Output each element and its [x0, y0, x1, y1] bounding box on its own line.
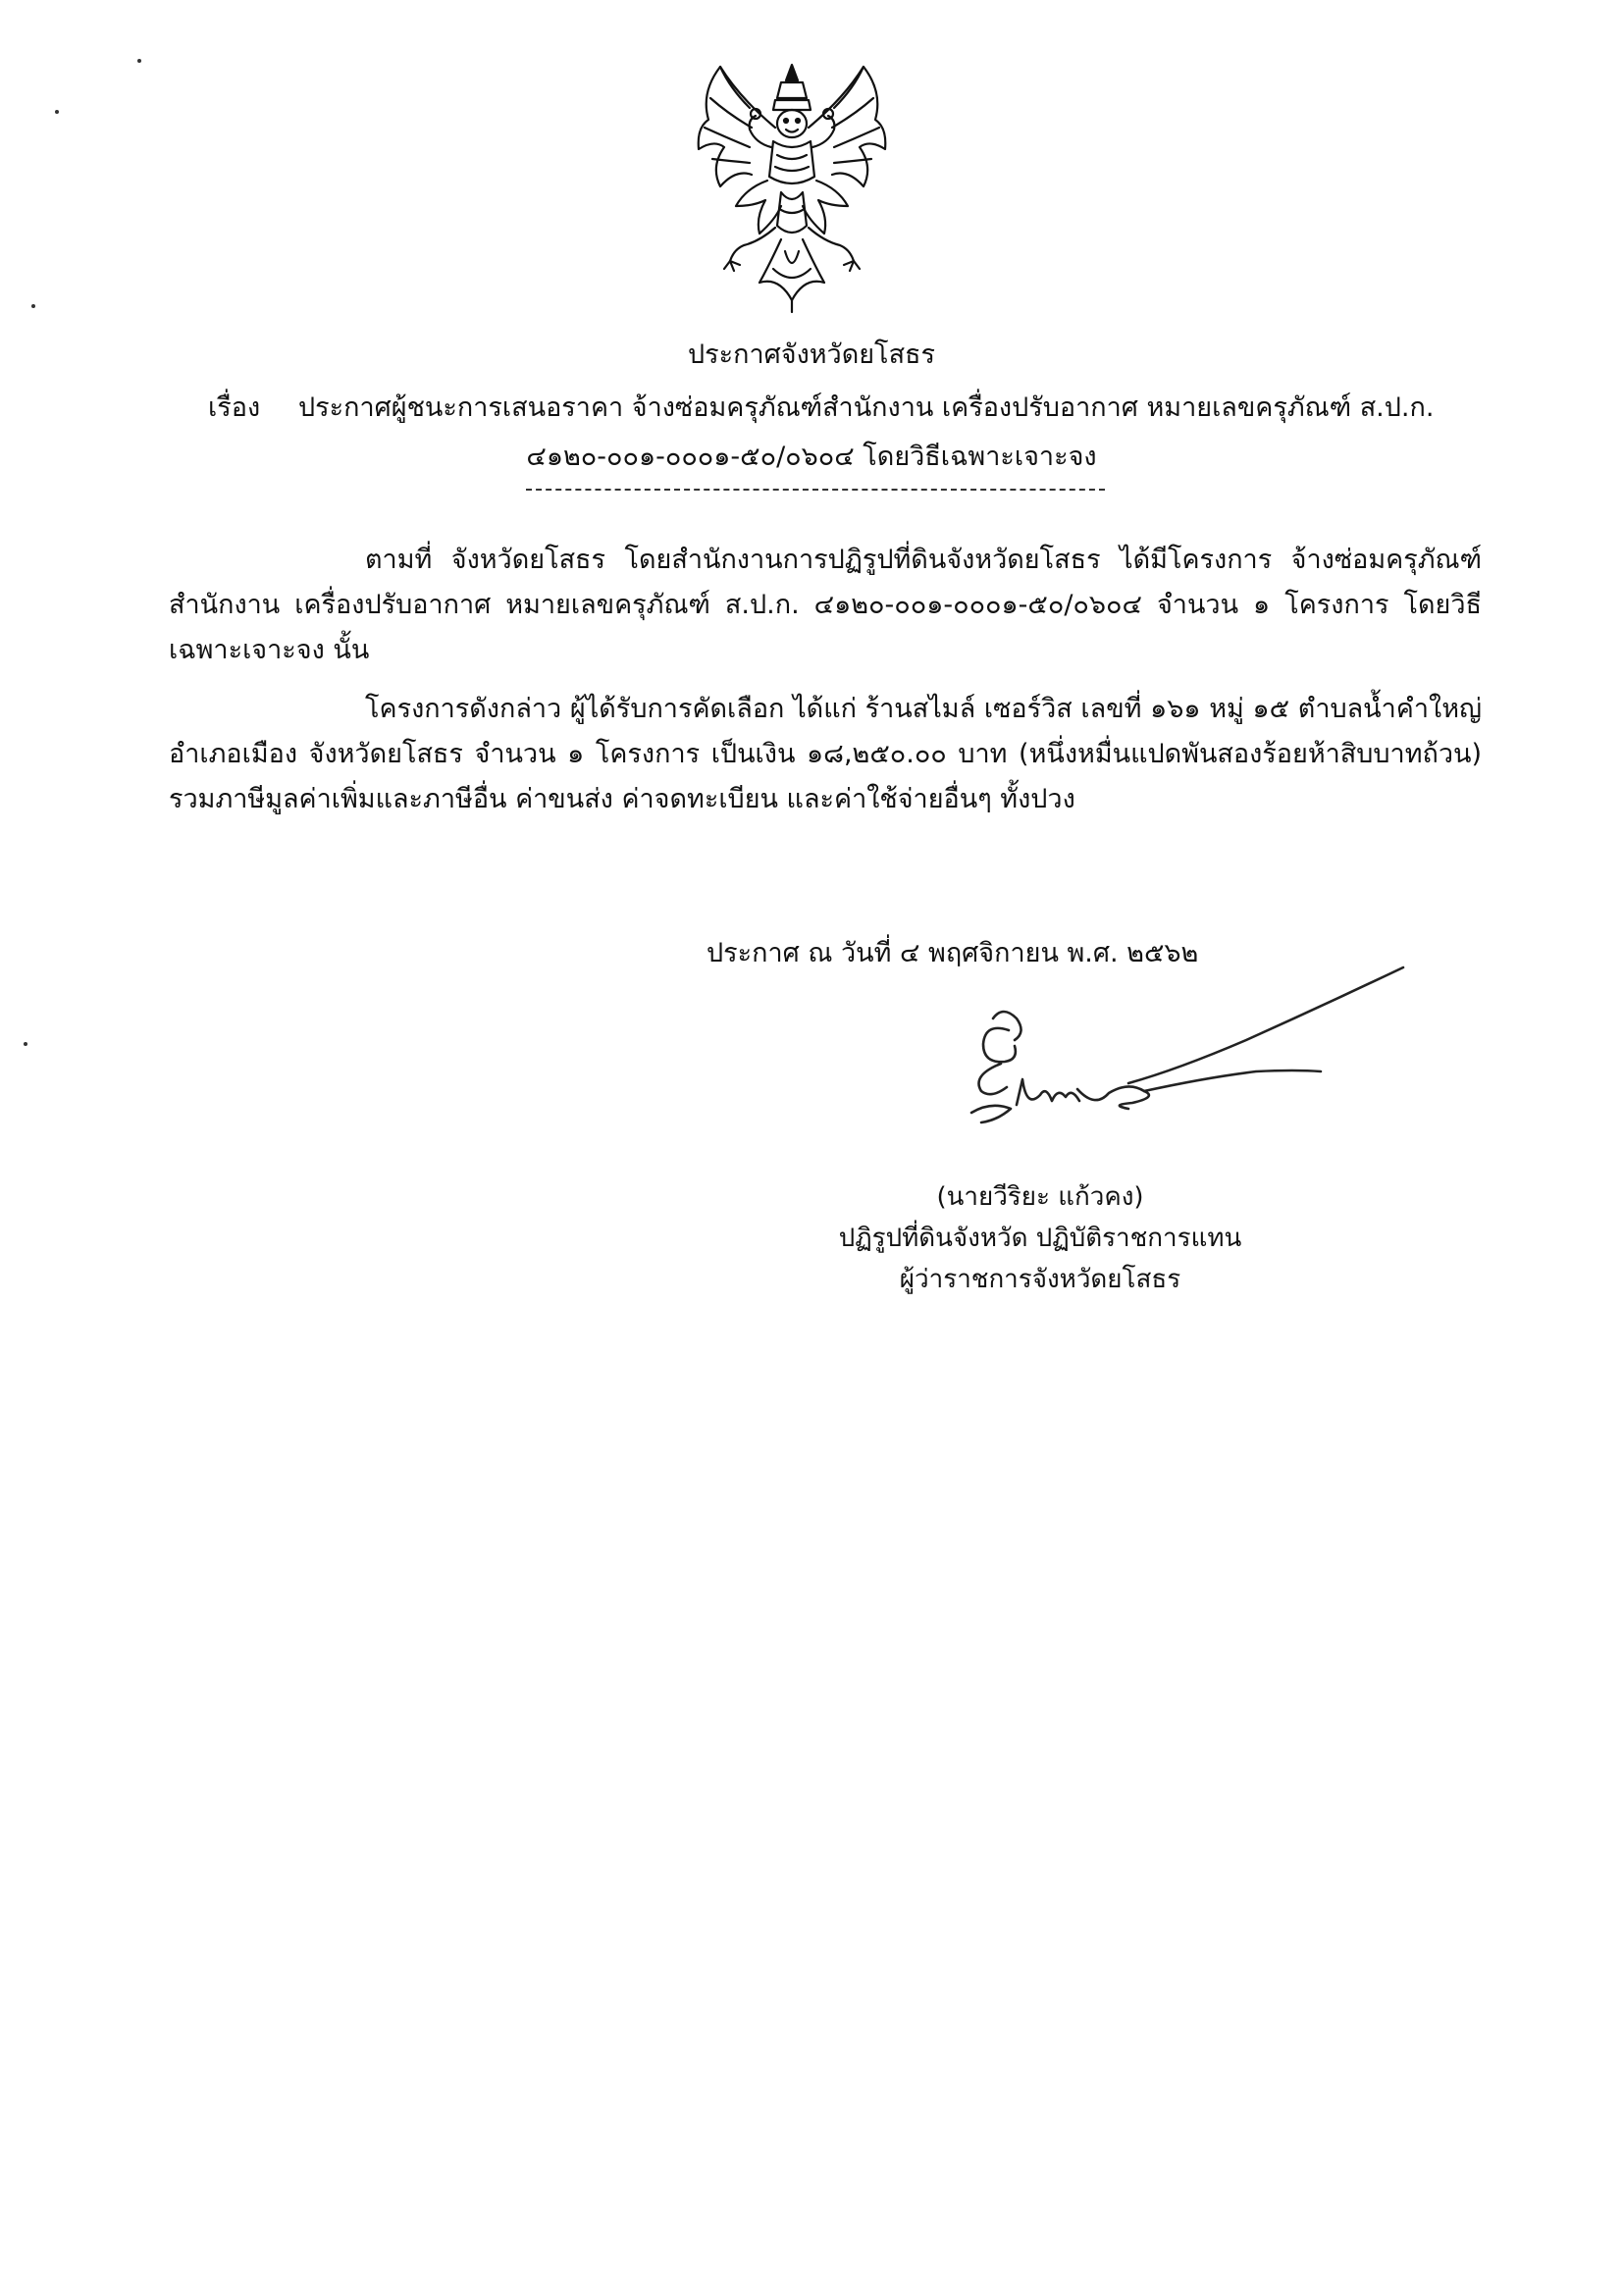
body-paragraph-1: [169, 538, 1482, 673]
paragraph-2-text: โครงการดังกล่าว ผู้ได้รับการคัดเลือก ได้แก่ ร้านสไมล์ เซอร์วิส เลขที่ ๑๖๑ หมู่ ๑๕ ตำบลน้ำคำใหญ่ อำเภอเมือง จังหวัดยโสธร จำนวน ๑ โครงการ เป็นเงิน ๑๘,๒๕๐.๐๐ บาท (หนึ่งหมื่นแปดพันสองร้อยห้าสิบบาทถ้วน) รวมภาษีมูลค่าเพิ่มและภาษีอื่น ค่าขนส่ง ค่าจดทะเบียน และค่าใช้จ่ายอื่นๆ ทั้งปวง: [169, 694, 1482, 814]
scan-speck: [55, 110, 59, 114]
scan-speck: [31, 304, 35, 308]
announcement-date: ประกาศ ณ วันที่ ๔ พฤศจิกายน พ.ศ. ๒๕๖๒: [707, 938, 1199, 968]
signer-name: (นายวีริยะ แก้วคง): [936, 1182, 1144, 1212]
document-subject: [208, 385, 1474, 432]
dashed-divider: [526, 489, 1105, 491]
garuda-emblem-icon: [691, 59, 893, 316]
subject-line-2: ๔๑๒๐-๐๐๑-๐๐๐๑-๕๐/๐๖๐๔ โดยวิธีเฉพาะเจาะจง: [526, 442, 1097, 472]
body-paragraph-2: [169, 687, 1482, 822]
scan-speck: [137, 59, 141, 63]
document-title: ประกาศจังหวัดยโสธร: [687, 339, 936, 370]
paragraph-1-text: ตามที่ จังหวัดยโสธร โดยสำนักงานการปฏิรูปที่ดินจังหวัดยโสธร ได้มีโครงการ จ้างซ่อมครุภัณฑ์สำนักงาน เครื่องปรับอากาศ หมายเลขครุภัณฑ์ ส.ป.ก. ๔๑๒๐-๐๐๑-๐๐๐๑-๕๐/๐๖๐๔ จำนวน ๑ โครงการ โดยวิธีเฉพาะเจาะจง นั้น: [169, 545, 1482, 665]
signer-position-1: ปฏิรูปที่ดินจังหวัด ปฏิบัติราชการแทน: [838, 1224, 1242, 1253]
scan-speck: [24, 1042, 27, 1046]
handwritten-signature-icon: [913, 962, 1423, 1158]
signer-position-2: ผู้ว่าราชการจังหวัดยโสธร: [899, 1265, 1181, 1294]
subject-line-1: ประกาศผู้ชนะการเสนอราคา จ้างซ่อมครุภัณฑ์สำนักงาน เครื่องปรับอากาศ หมายเลขครุภัณฑ์ ส.ป.ก.: [298, 392, 1435, 423]
subject-label: เรื่อง: [208, 392, 261, 423]
